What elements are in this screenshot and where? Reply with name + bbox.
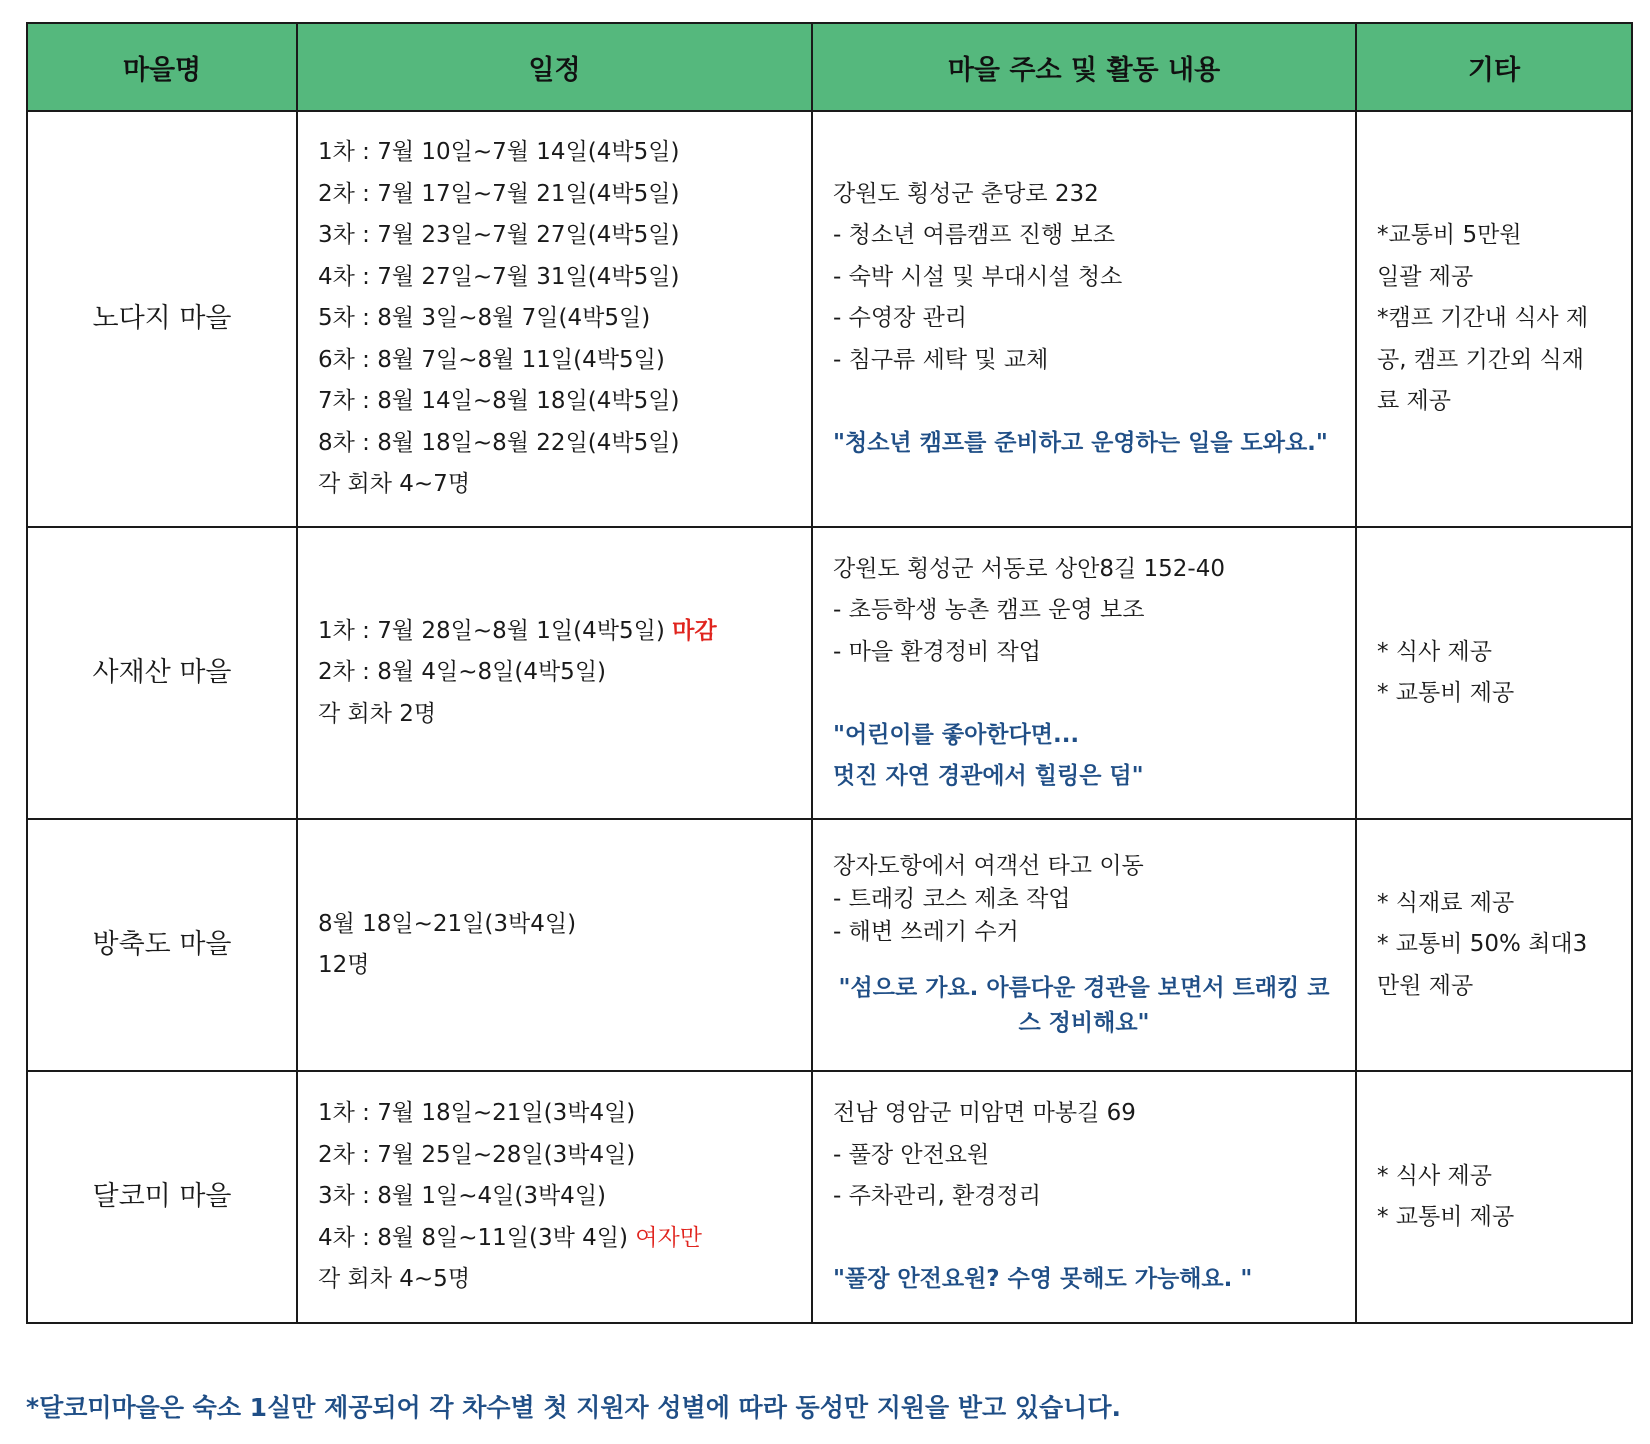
village-schedule-table [26,22,1633,1324]
table-header-row [27,23,1632,111]
village-address: 강원도 횡성군 춘당로 232 [833,180,1099,207]
activity-item: - 초등학생 농촌 캠프 운영 보조 [833,597,1145,623]
schedule-line: 3차 : 7월 23일~7월 27일(4박5일) [318,222,680,249]
etc-line: 일괄 제공 [1377,263,1474,290]
schedule-cell [297,111,812,527]
etc-line: * 교통비 50% 최대3 [1377,931,1588,958]
address-activity-cell [812,527,1356,819]
schedule-line: 7차 : 8월 14일~8월 18일(4박5일) [318,388,680,415]
etc-line: *교통비 5만원 [1377,222,1522,249]
table-row [27,1071,1632,1323]
village-name: 방축도 마을 [27,819,297,1071]
village-name: 달코미 마을 [27,1071,297,1323]
table-row [27,527,1632,819]
activity-item: - 수영장 관리 [833,305,968,332]
village-name: 사재산 마을 [27,527,297,819]
footnote: *달코미마을은 숙소 1실만 제공되어 각 차수별 첫 지원자 성별에 따라 동성만 지원을 받고 있습니다. [26,1393,1121,1422]
activity-item: - 해변 쓰레기 수거 [833,918,1019,945]
schedule-cell [297,819,812,1071]
headcount: 각 회차 4~7명 [318,471,471,498]
etc-line: * 식사 제공 [1377,1162,1492,1189]
header-village: 마을명 [27,23,297,111]
spacer [833,949,1335,971]
village-quote: "풀장 안전요원? 수영 못해도 가능해요. " [833,1266,1253,1293]
activity-item: - 주차관리, 환경정리 [833,1183,1041,1210]
headcount: 각 회차 2명 [318,700,437,727]
etc-line: *캠프 기간내 식사 제 [1377,305,1589,332]
schedule-line: 5차 : 8월 3일~8월 7일(4박5일) [318,305,651,332]
etc-cell [1356,819,1632,1071]
activity-item: - 청소년 여름캠프 진행 보조 [833,222,1115,249]
headcount: 12명 [318,952,370,978]
women-only-badge: 여자만 [635,1224,702,1251]
spacer [833,381,1335,423]
schedule-text: 4차 : 8월 8일~11일(3박 4일) [318,1224,628,1251]
address-activity-cell [812,1071,1356,1323]
etc-cell [1356,527,1632,819]
activity-item: - 트래킹 코스 제초 작업 [833,885,1071,912]
schedule-line: 3차 : 8월 1일~4일(3박4일) [318,1183,607,1210]
schedule-line [318,1218,791,1260]
activity-item: - 침구류 세탁 및 교체 [833,346,1049,373]
activity-item: - 마을 환경정비 작업 [833,638,1041,665]
etc-cell [1356,111,1632,527]
etc-line: 료 제공 [1377,388,1451,415]
spacer [833,673,1335,715]
schedule-line [318,611,791,653]
schedule-line: 1차 : 7월 18일~21일(3박4일) [318,1100,636,1127]
etc-line: 공, 캠프 기간외 식재 [1377,346,1584,373]
village-quote: 멋진 자연 경관에서 힐링은 덤" [833,763,1144,789]
closed-badge: 마감 [672,617,717,644]
etc-cell [1356,1071,1632,1323]
village-address: 장자도항에서 여객선 타고 이동 [833,852,1144,879]
schedule-line: 1차 : 7월 10일~7월 14일(4박5일) [318,139,680,166]
table-row [27,111,1632,527]
spacer [833,1218,1335,1260]
schedule-line: 2차 : 8월 4일~8일(4박5일) [318,659,607,686]
etc-line: * 교통비 제공 [1377,680,1515,706]
table-row [27,819,1632,1071]
schedule-text: 1차 : 7월 28일~8월 1일(4박5일) [318,617,665,644]
schedule-cell [297,527,812,819]
schedule-cell [297,1071,812,1323]
activity-item: - 숙박 시설 및 부대시설 청소 [833,263,1123,290]
schedule-line: 4차 : 7월 27일~7월 31일(4박5일) [318,263,680,290]
schedule-line: 6차 : 8월 7일~8월 11일(4박5일) [318,346,665,373]
schedule-line: 2차 : 7월 25일~28일(3박4일) [318,1141,636,1168]
etc-line: * 식사 제공 [1377,638,1492,665]
village-address: 전남 영암군 미암면 마봉길 69 [833,1100,1136,1127]
village-quote: "섬으로 가요. 아름다운 경관을 보면서 트래킹 코스 정비해요" [838,974,1330,1036]
etc-line: 만원 제공 [1377,972,1474,999]
address-activity-cell [812,819,1356,1071]
header-address-activity: 마을 주소 및 활동 내용 [812,23,1356,111]
village-name: 노다지 마을 [27,111,297,527]
activity-item: - 풀장 안전요원 [833,1141,990,1168]
schedule-line: 8월 18일~21일(3박4일) [318,910,577,937]
schedule-line: 2차 : 7월 17일~7월 21일(4박5일) [318,180,680,207]
village-quote: "청소년 캠프를 준비하고 운영하는 일을 도와요." [833,429,1328,456]
village-address: 강원도 횡성군 서동로 상안8길 152-40 [833,555,1225,582]
village-quote: "어린이를 좋아한다면... [833,721,1080,748]
header-etc: 기타 [1356,23,1632,111]
schedule-line: 8차 : 8월 18일~8월 22일(4박5일) [318,429,680,456]
header-schedule: 일정 [297,23,812,111]
etc-line: * 식재료 제공 [1377,889,1515,916]
etc-line: * 교통비 제공 [1377,1204,1515,1230]
headcount: 각 회차 4~5명 [318,1266,471,1293]
address-activity-cell [812,111,1356,527]
